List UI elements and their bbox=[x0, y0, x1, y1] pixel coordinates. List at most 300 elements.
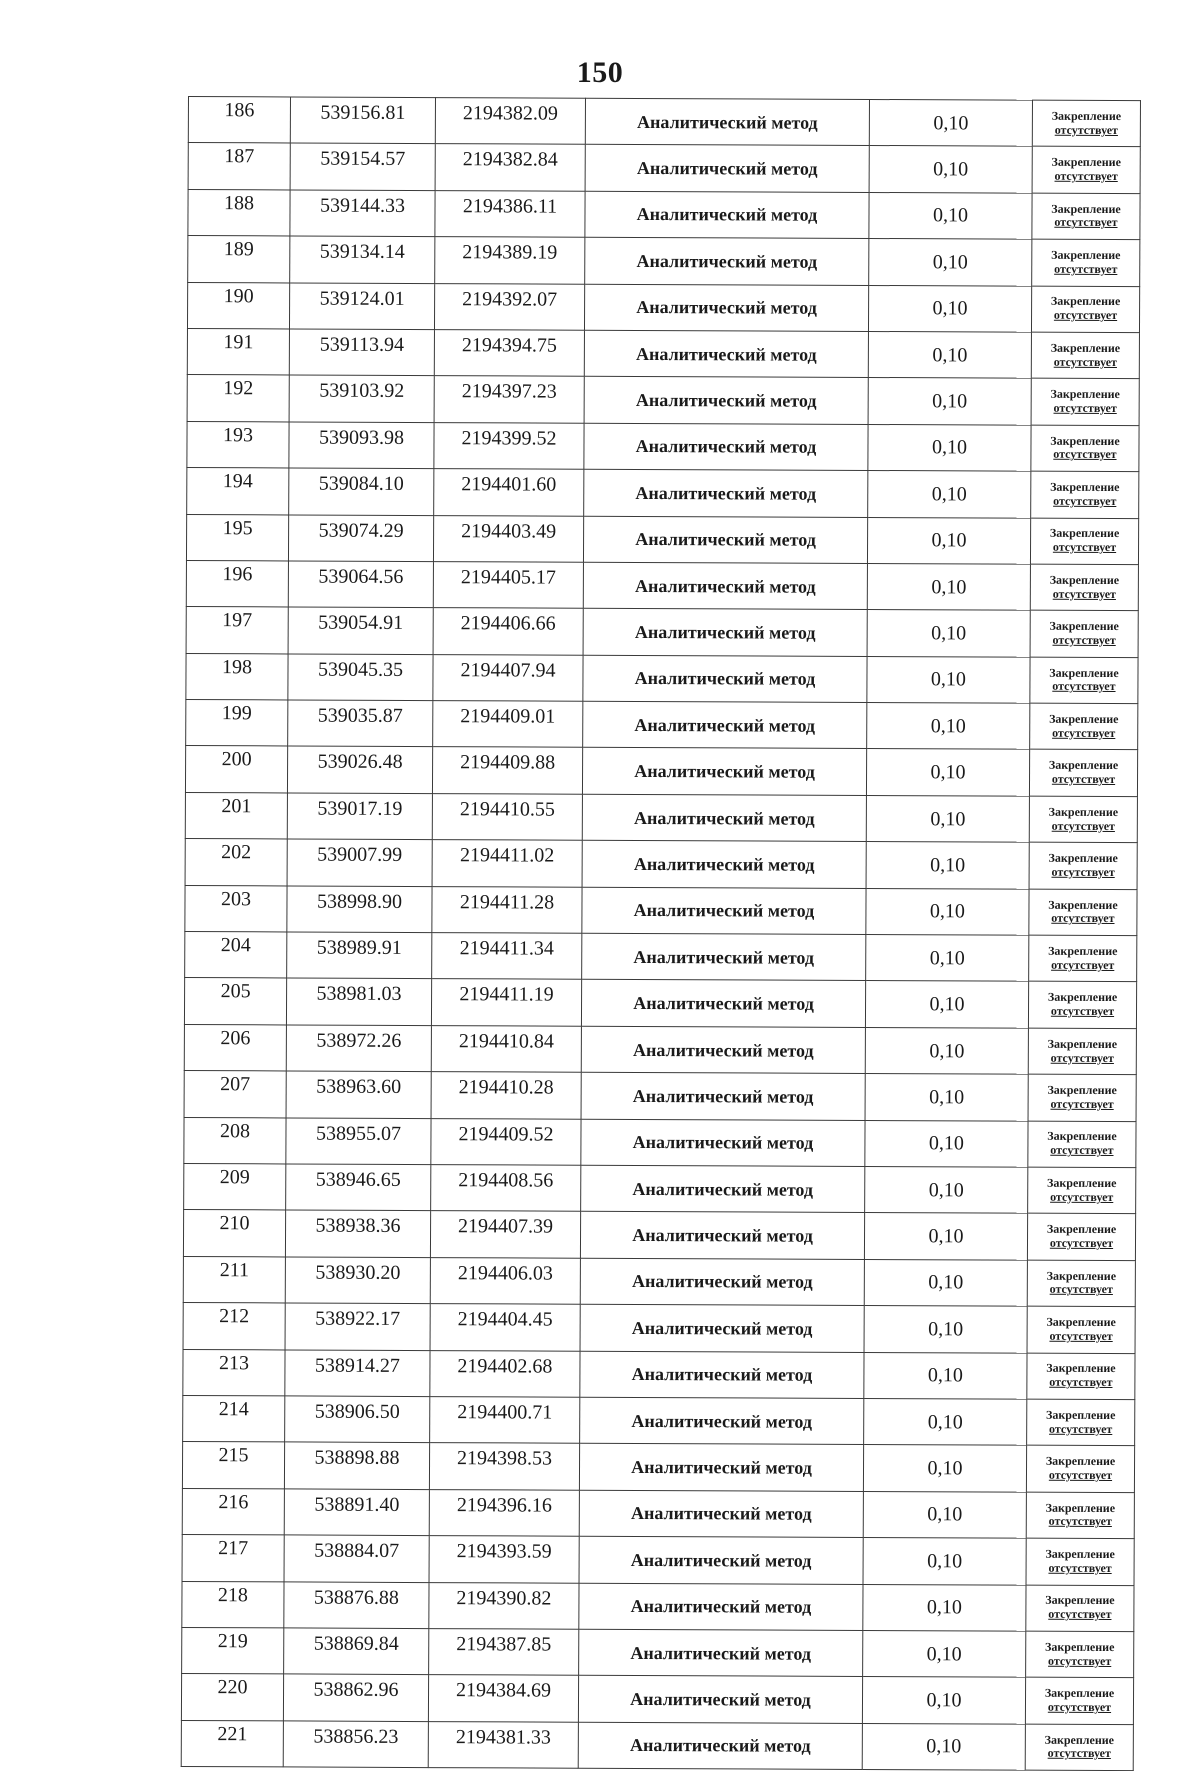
point-number-cell: 216 bbox=[182, 1488, 284, 1535]
method-cell: Аналитический метод bbox=[579, 1583, 863, 1631]
x-coordinate-cell: 539154.57 bbox=[290, 143, 435, 190]
fixation-label: Закрепление bbox=[1051, 201, 1121, 216]
y-coordinate-cell: 2194407.94 bbox=[433, 654, 583, 701]
x-coordinate-cell: 539035.87 bbox=[288, 700, 433, 747]
fixation-label: Закрепление bbox=[1048, 850, 1118, 866]
table-row bbox=[183, 1256, 1135, 1307]
fixation-label: Закрепление bbox=[1051, 247, 1121, 263]
table-row bbox=[184, 1163, 1136, 1214]
table-row bbox=[186, 560, 1138, 611]
fixation-status: отсутствует bbox=[1049, 1328, 1113, 1343]
precision-cell: 0,10 bbox=[867, 703, 1030, 750]
x-coordinate-cell: 538998.90 bbox=[287, 886, 432, 933]
method-cell: Аналитический метод bbox=[579, 1490, 863, 1538]
x-coordinate-cell: 538884.07 bbox=[284, 1535, 429, 1582]
fixation-label: Закрепление bbox=[1050, 387, 1120, 402]
fixation-label: Закрепление bbox=[1048, 804, 1119, 819]
method-cell: Аналитический метод bbox=[581, 980, 865, 1028]
table-row bbox=[186, 700, 1138, 751]
fixation-cell bbox=[1029, 935, 1137, 982]
table-row bbox=[187, 328, 1139, 379]
precision-cell: 0,10 bbox=[867, 517, 1030, 564]
method-cell: Аналитический метод bbox=[580, 1304, 864, 1352]
y-coordinate-cell: 2194397.23 bbox=[434, 376, 584, 423]
table-row bbox=[182, 1442, 1134, 1493]
fixation-status: отсутствует bbox=[1052, 539, 1117, 555]
table-row bbox=[182, 1627, 1134, 1678]
y-coordinate-cell: 2194381.33 bbox=[428, 1721, 578, 1768]
precision-cell: 0,10 bbox=[867, 563, 1030, 610]
fixation-status: отсутствует bbox=[1050, 1189, 1114, 1204]
point-number-cell: 206 bbox=[184, 1024, 286, 1071]
method-cell: Аналитический метод bbox=[584, 377, 868, 425]
table-row bbox=[183, 1349, 1135, 1400]
table-row bbox=[184, 1071, 1136, 1122]
x-coordinate-cell: 538922.17 bbox=[285, 1303, 430, 1350]
method-cell: Аналитический метод bbox=[582, 933, 866, 981]
x-coordinate-cell: 539064.56 bbox=[288, 561, 433, 608]
fixation-cell bbox=[1030, 564, 1138, 611]
fixation-cell bbox=[1030, 703, 1138, 750]
fixation-status: отсутствует bbox=[1047, 1746, 1111, 1761]
y-coordinate-cell: 2194405.17 bbox=[433, 561, 583, 608]
fixation-label: Закрепление bbox=[1050, 479, 1120, 495]
method-cell: Аналитический метод bbox=[585, 191, 869, 239]
x-coordinate-cell: 539093.98 bbox=[289, 422, 434, 469]
y-coordinate-cell: 2194396.16 bbox=[429, 1489, 579, 1536]
x-coordinate-cell: 538869.84 bbox=[284, 1628, 429, 1675]
method-cell: Аналитический метод bbox=[581, 1026, 865, 1074]
fixation-label: Закрепление bbox=[1049, 665, 1119, 680]
method-cell: Аналитический метод bbox=[583, 701, 867, 749]
y-coordinate-cell: 2194407.39 bbox=[430, 1211, 580, 1258]
method-cell: Аналитический метод bbox=[582, 748, 866, 796]
precision-cell: 0,10 bbox=[868, 378, 1031, 425]
y-coordinate-cell: 2194399.52 bbox=[434, 422, 584, 469]
point-number-cell: 204 bbox=[185, 932, 287, 979]
fixation-label: Закрепление bbox=[1046, 1361, 1116, 1376]
point-number-cell: 194 bbox=[187, 468, 289, 515]
x-coordinate-cell: 538981.03 bbox=[286, 978, 431, 1025]
x-coordinate-cell: 538989.91 bbox=[287, 932, 432, 979]
point-number-cell: 202 bbox=[185, 839, 287, 886]
x-coordinate-cell: 538946.65 bbox=[286, 1164, 431, 1211]
fixation-label: Закрепление bbox=[1047, 990, 1118, 1005]
x-coordinate-cell: 538938.36 bbox=[285, 1210, 430, 1257]
table-row bbox=[183, 1303, 1135, 1354]
method-cell: Аналитический метод bbox=[580, 1258, 864, 1306]
precision-cell: 0,10 bbox=[869, 146, 1032, 193]
fixation-status: отсутствует bbox=[1053, 493, 1117, 508]
fixation-status: отсутствует bbox=[1051, 911, 1115, 926]
fixation-cell bbox=[1031, 425, 1139, 472]
fixation-status: отсутствует bbox=[1053, 400, 1117, 416]
method-cell: Аналитический метод bbox=[584, 284, 868, 332]
point-number-cell: 211 bbox=[183, 1256, 285, 1303]
method-cell: Аналитический метод bbox=[580, 1351, 864, 1399]
fixation-status: отсутствует bbox=[1048, 1606, 1112, 1622]
precision-cell: 0,10 bbox=[868, 424, 1031, 471]
fixation-label: Закрепление bbox=[1044, 1685, 1115, 1701]
point-number-cell: 190 bbox=[187, 282, 289, 329]
x-coordinate-cell: 538955.07 bbox=[286, 1118, 431, 1165]
fixation-status: отсутствует bbox=[1049, 1282, 1113, 1297]
fixation-label: Закрепление bbox=[1047, 1036, 1118, 1051]
fixation-status: отсутствует bbox=[1053, 447, 1117, 462]
method-cell: Аналитический метод bbox=[585, 145, 869, 193]
table-row bbox=[185, 885, 1137, 936]
fixation-status: отсутствует bbox=[1051, 771, 1116, 787]
fixation-cell bbox=[1031, 471, 1139, 518]
table-row bbox=[187, 375, 1139, 426]
y-coordinate-cell: 2194389.19 bbox=[435, 237, 585, 284]
table-row bbox=[185, 792, 1137, 843]
x-coordinate-cell: 539017.19 bbox=[287, 793, 432, 840]
fixation-status: отсутствует bbox=[1050, 1050, 1114, 1065]
fixation-label: Закрепление bbox=[1047, 1082, 1117, 1098]
fixation-status: отсутствует bbox=[1051, 864, 1115, 879]
fixation-status: отсутствует bbox=[1049, 1375, 1113, 1390]
fixation-cell bbox=[1032, 239, 1140, 286]
point-number-cell: 196 bbox=[186, 560, 288, 607]
fixation-label: Закрепление bbox=[1048, 758, 1119, 773]
fixation-cell bbox=[1025, 1677, 1133, 1724]
x-coordinate-cell: 539045.35 bbox=[288, 654, 433, 701]
fixation-cell bbox=[1026, 1492, 1134, 1539]
precision-cell: 0,10 bbox=[863, 1538, 1026, 1585]
fixation-cell bbox=[1027, 1399, 1135, 1446]
precision-cell: 0,10 bbox=[865, 1120, 1028, 1167]
x-coordinate-cell: 539026.48 bbox=[287, 746, 432, 793]
fixation-label: Закрепление bbox=[1050, 294, 1121, 309]
table-row bbox=[188, 97, 1140, 148]
table-row bbox=[187, 468, 1139, 519]
fixation-status: отсутствует bbox=[1052, 586, 1116, 601]
fixation-label: Закрепление bbox=[1049, 526, 1120, 541]
point-number-cell: 188 bbox=[188, 189, 290, 236]
fixation-cell bbox=[1027, 1353, 1135, 1400]
y-coordinate-cell: 2194393.59 bbox=[429, 1536, 579, 1583]
table-row bbox=[185, 746, 1137, 797]
point-number-cell: 213 bbox=[183, 1349, 285, 1396]
point-number-cell: 212 bbox=[183, 1303, 285, 1350]
table-row bbox=[182, 1488, 1134, 1539]
method-cell: Аналитический метод bbox=[583, 609, 867, 657]
method-cell: Аналитический метод bbox=[583, 562, 867, 610]
x-coordinate-cell: 539134.14 bbox=[290, 236, 435, 283]
y-coordinate-cell: 2194411.28 bbox=[432, 886, 582, 933]
fixation-status: отсутствует bbox=[1050, 1096, 1114, 1111]
precision-cell: 0,10 bbox=[863, 1491, 1026, 1538]
x-coordinate-cell: 538914.27 bbox=[285, 1349, 430, 1396]
y-coordinate-cell: 2194409.01 bbox=[433, 701, 583, 748]
method-cell: Аналитический метод bbox=[581, 1072, 865, 1120]
fixation-label: Закрепление bbox=[1046, 1268, 1117, 1283]
fixation-cell bbox=[1031, 332, 1139, 379]
fixation-cell bbox=[1032, 100, 1140, 147]
point-number-cell: 210 bbox=[183, 1210, 285, 1257]
table-row bbox=[188, 143, 1140, 194]
precision-cell: 0,10 bbox=[863, 1630, 1026, 1677]
fixation-cell bbox=[1030, 518, 1138, 565]
fixation-status: отсутствует bbox=[1054, 168, 1118, 184]
y-coordinate-cell: 2194409.88 bbox=[432, 747, 582, 794]
precision-cell: 0,10 bbox=[865, 1166, 1028, 1213]
y-coordinate-cell: 2194401.60 bbox=[434, 469, 584, 516]
precision-cell: 0,10 bbox=[867, 656, 1030, 703]
point-number-cell: 189 bbox=[188, 236, 290, 283]
method-cell: Аналитический метод bbox=[581, 1165, 865, 1213]
fixation-label: Закрепление bbox=[1047, 1129, 1117, 1144]
precision-cell: 0,10 bbox=[868, 471, 1031, 518]
x-coordinate-cell: 538898.88 bbox=[284, 1442, 429, 1489]
fixation-status: отсутствует bbox=[1049, 1235, 1114, 1251]
method-cell: Аналитический метод bbox=[585, 237, 869, 285]
fixation-label: Закрепление bbox=[1049, 572, 1120, 587]
table-body bbox=[181, 97, 1140, 1771]
y-coordinate-cell: 2194384.69 bbox=[428, 1675, 578, 1722]
fixation-cell bbox=[1027, 1214, 1135, 1261]
point-number-cell: 195 bbox=[186, 514, 288, 561]
precision-cell: 0,10 bbox=[866, 888, 1029, 935]
fixation-cell bbox=[1028, 1028, 1136, 1075]
point-number-cell: 203 bbox=[185, 885, 287, 932]
x-coordinate-cell: 539084.10 bbox=[289, 468, 434, 515]
fixation-label: Закрепление bbox=[1050, 433, 1120, 448]
coordinates-table-wrapper bbox=[181, 96, 1140, 1771]
fixation-cell bbox=[1030, 657, 1138, 704]
fixation-label: Закрепление bbox=[1046, 1222, 1117, 1237]
y-coordinate-cell: 2194408.56 bbox=[431, 1165, 581, 1212]
y-coordinate-cell: 2194410.84 bbox=[431, 1025, 581, 1072]
method-cell: Аналитический метод bbox=[578, 1722, 862, 1770]
table-row bbox=[184, 978, 1136, 1029]
table-row bbox=[186, 607, 1138, 658]
fixation-status: отсутствует bbox=[1048, 1560, 1112, 1575]
y-coordinate-cell: 2194410.28 bbox=[431, 1072, 581, 1119]
x-coordinate-cell: 538891.40 bbox=[284, 1489, 429, 1536]
y-coordinate-cell: 2194411.19 bbox=[431, 979, 581, 1026]
point-number-cell: 208 bbox=[184, 1117, 286, 1164]
precision-cell: 0,10 bbox=[864, 1213, 1027, 1260]
y-coordinate-cell: 2194387.85 bbox=[429, 1628, 579, 1675]
table-row bbox=[181, 1720, 1133, 1771]
method-cell: Аналитический метод bbox=[580, 1212, 864, 1260]
y-coordinate-cell: 2194402.68 bbox=[430, 1350, 580, 1397]
x-coordinate-cell: 538876.88 bbox=[284, 1581, 429, 1628]
precision-cell: 0,10 bbox=[866, 934, 1029, 981]
x-coordinate-cell: 538930.20 bbox=[285, 1257, 430, 1304]
fixation-status: отсутствует bbox=[1053, 354, 1117, 369]
fixation-cell bbox=[1029, 842, 1137, 889]
point-number-cell: 186 bbox=[188, 97, 290, 144]
method-cell: Аналитический метод bbox=[582, 887, 866, 935]
y-coordinate-cell: 2194404.45 bbox=[430, 1304, 580, 1351]
fixation-label: Закрепление bbox=[1051, 155, 1121, 170]
fixation-label: Закрепление bbox=[1045, 1546, 1115, 1562]
fixation-label: Закрепление bbox=[1045, 1639, 1115, 1654]
fixation-cell bbox=[1027, 1306, 1135, 1353]
fixation-cell bbox=[1028, 1167, 1136, 1214]
fixation-label: Закрепление bbox=[1048, 897, 1118, 912]
fixation-cell bbox=[1032, 193, 1140, 240]
point-number-cell: 199 bbox=[186, 700, 288, 747]
fixation-label: Закрепление bbox=[1045, 1453, 1116, 1469]
method-cell: Аналитический метод bbox=[582, 840, 866, 888]
point-number-cell: 215 bbox=[182, 1442, 284, 1489]
precision-cell: 0,10 bbox=[863, 1445, 1026, 1492]
y-coordinate-cell: 2194382.09 bbox=[435, 98, 585, 145]
fixation-label: Закрепление bbox=[1046, 1314, 1116, 1330]
fixation-status: отсутствует bbox=[1054, 122, 1119, 137]
fixation-cell bbox=[1028, 1074, 1136, 1121]
fixation-label: Закрепление bbox=[1046, 1407, 1116, 1422]
x-coordinate-cell: 539156.81 bbox=[290, 97, 435, 144]
x-coordinate-cell: 539054.91 bbox=[288, 607, 433, 654]
fixation-status: отсутствует bbox=[1054, 261, 1118, 276]
precision-cell: 0,10 bbox=[865, 1027, 1028, 1074]
method-cell: Аналитический метод bbox=[583, 655, 867, 703]
precision-cell: 0,10 bbox=[866, 842, 1029, 889]
table-row bbox=[182, 1535, 1134, 1586]
precision-cell: 0,10 bbox=[867, 610, 1030, 657]
x-coordinate-cell: 538972.26 bbox=[286, 1025, 431, 1072]
fixation-status: отсутствует bbox=[1047, 1699, 1112, 1715]
fixation-label: Закрепление bbox=[1050, 340, 1121, 355]
fixation-status: отсутствует bbox=[1050, 1143, 1114, 1158]
method-cell: Аналитический метод bbox=[580, 1397, 864, 1445]
fixation-status: отсутствует bbox=[1051, 957, 1115, 972]
fixation-label: Закрепление bbox=[1049, 711, 1119, 727]
point-number-cell: 207 bbox=[184, 1071, 286, 1118]
point-number-cell: 221 bbox=[181, 1720, 283, 1767]
table-row bbox=[187, 421, 1139, 472]
fixation-label: Закрепление bbox=[1045, 1500, 1116, 1515]
fixation-status: отсутствует bbox=[1051, 818, 1115, 833]
precision-cell: 0,10 bbox=[868, 331, 1031, 378]
point-number-cell: 218 bbox=[182, 1581, 284, 1628]
fixation-cell bbox=[1026, 1538, 1134, 1585]
y-coordinate-cell: 2194411.34 bbox=[432, 933, 582, 980]
x-coordinate-cell: 539007.99 bbox=[287, 839, 432, 886]
point-number-cell: 193 bbox=[187, 421, 289, 468]
fixation-label: Закрепление bbox=[1048, 943, 1118, 958]
fixation-status: отсутствует bbox=[1054, 215, 1118, 230]
y-coordinate-cell: 2194400.71 bbox=[430, 1397, 580, 1444]
y-coordinate-cell: 2194411.02 bbox=[432, 840, 582, 887]
y-coordinate-cell: 2194386.11 bbox=[435, 190, 585, 237]
method-cell: Аналитический метод bbox=[584, 469, 868, 517]
page-number: 150 bbox=[576, 56, 624, 89]
method-cell: Аналитический метод bbox=[578, 1676, 862, 1724]
x-coordinate-cell: 539103.92 bbox=[289, 375, 434, 422]
point-number-cell: 198 bbox=[186, 653, 288, 700]
precision-cell: 0,10 bbox=[863, 1584, 1026, 1631]
fixation-status: отсутствует bbox=[1048, 1514, 1112, 1529]
fixation-status: отсутствует bbox=[1048, 1653, 1112, 1668]
y-coordinate-cell: 2194410.55 bbox=[432, 793, 582, 840]
point-number-cell: 209 bbox=[184, 1163, 286, 1210]
fixation-label: Закрепление bbox=[1047, 1175, 1117, 1190]
fixation-cell bbox=[1029, 796, 1137, 843]
fixation-cell bbox=[1026, 1585, 1134, 1632]
fixation-cell bbox=[1031, 286, 1139, 333]
x-coordinate-cell: 538963.60 bbox=[286, 1071, 431, 1118]
precision-cell: 0,10 bbox=[864, 1352, 1027, 1399]
y-coordinate-cell: 2194382.84 bbox=[435, 144, 585, 191]
fixation-label: Закрепление bbox=[1044, 1732, 1115, 1747]
fixation-cell bbox=[1025, 1724, 1133, 1771]
fixation-status: отсутствует bbox=[1052, 725, 1116, 740]
point-number-cell: 201 bbox=[185, 792, 287, 839]
precision-cell: 0,10 bbox=[865, 981, 1028, 1028]
y-coordinate-cell: 2194409.52 bbox=[431, 1118, 581, 1165]
fixation-cell bbox=[1028, 982, 1136, 1029]
fixation-cell bbox=[1027, 1260, 1135, 1307]
point-number-cell: 217 bbox=[182, 1535, 284, 1582]
method-cell: Аналитический метод bbox=[584, 330, 868, 378]
point-number-cell: 191 bbox=[187, 328, 289, 375]
point-number-cell: 187 bbox=[188, 143, 290, 190]
y-coordinate-cell: 2194406.66 bbox=[433, 608, 583, 655]
precision-cell: 0,10 bbox=[864, 1306, 1027, 1353]
x-coordinate-cell: 539113.94 bbox=[289, 329, 434, 376]
x-coordinate-cell: 539074.29 bbox=[288, 514, 433, 561]
y-coordinate-cell: 2194406.03 bbox=[430, 1257, 580, 1304]
x-coordinate-cell: 538856.23 bbox=[283, 1721, 428, 1768]
point-number-cell: 197 bbox=[186, 607, 288, 654]
precision-cell: 0,10 bbox=[866, 795, 1029, 842]
fixation-status: отсутствует bbox=[1050, 1003, 1115, 1019]
y-coordinate-cell: 2194392.07 bbox=[434, 283, 584, 330]
y-coordinate-cell: 2194390.82 bbox=[429, 1582, 579, 1629]
point-number-cell: 219 bbox=[182, 1627, 284, 1674]
point-number-cell: 205 bbox=[184, 978, 286, 1025]
x-coordinate-cell: 538906.50 bbox=[285, 1396, 430, 1443]
y-coordinate-cell: 2194403.49 bbox=[433, 515, 583, 562]
precision-cell: 0,10 bbox=[869, 99, 1032, 146]
table-row bbox=[182, 1581, 1134, 1632]
precision-cell: 0,10 bbox=[868, 285, 1031, 332]
fixation-cell bbox=[1031, 379, 1139, 426]
fixation-status: отсутствует bbox=[1052, 679, 1116, 694]
method-cell: Аналитический метод bbox=[581, 1119, 865, 1167]
table-row bbox=[181, 1674, 1133, 1725]
y-coordinate-cell: 2194394.75 bbox=[434, 330, 584, 377]
point-number-cell: 192 bbox=[187, 375, 289, 422]
fixation-cell bbox=[1028, 1121, 1136, 1168]
table-row bbox=[186, 653, 1138, 704]
table-row bbox=[185, 839, 1137, 890]
precision-cell: 0,10 bbox=[862, 1723, 1025, 1770]
table-row bbox=[188, 236, 1140, 287]
precision-cell: 0,10 bbox=[866, 749, 1029, 796]
point-number-cell: 220 bbox=[181, 1674, 283, 1721]
method-cell: Аналитический метод bbox=[579, 1536, 863, 1584]
method-cell: Аналитический метод bbox=[584, 423, 868, 471]
method-cell: Аналитический метод bbox=[583, 516, 867, 564]
precision-cell: 0,10 bbox=[864, 1398, 1027, 1445]
precision-cell: 0,10 bbox=[865, 1074, 1028, 1121]
method-cell: Аналитический метод bbox=[585, 98, 869, 146]
fixation-cell bbox=[1029, 750, 1137, 797]
fixation-status: отсутствует bbox=[1049, 1421, 1113, 1436]
precision-cell: 0,10 bbox=[864, 1259, 1027, 1306]
point-number-cell: 214 bbox=[183, 1395, 285, 1442]
x-coordinate-cell: 538862.96 bbox=[283, 1674, 428, 1721]
x-coordinate-cell: 539124.01 bbox=[289, 283, 434, 330]
table-row bbox=[187, 282, 1139, 333]
